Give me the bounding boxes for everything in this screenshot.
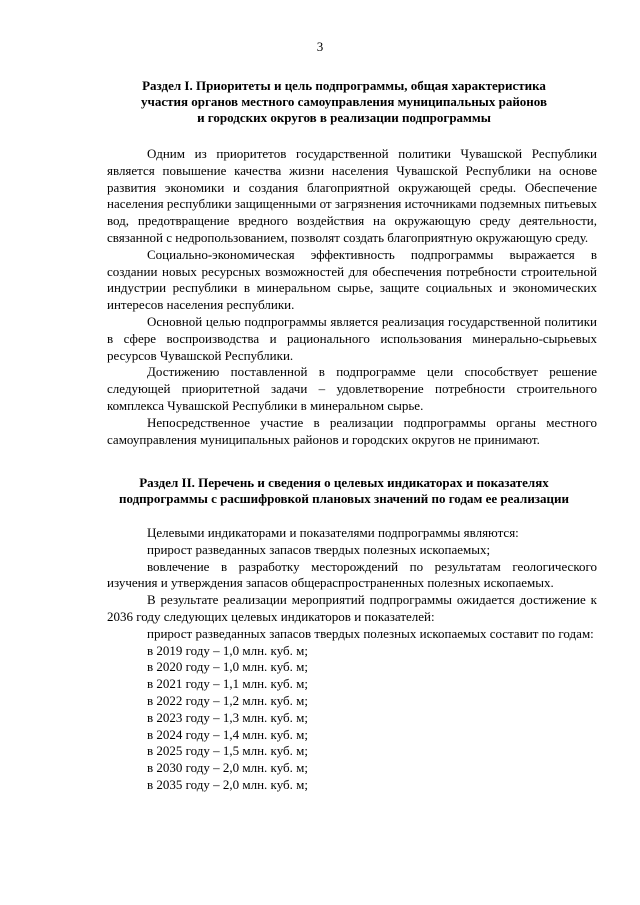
- section-2-body: [107, 525, 597, 794]
- year-value-line: в 2021 году – 1,1 млн. куб. м;: [147, 676, 308, 692]
- section-1-paragraph: Основной целью подпрограммы является реализация государственной политики в сфере воспроизводства и рационального использования минерально-сырьевых ресурсов Чувашской Республики.: [107, 313, 597, 363]
- year-value-line: в 2022 году – 1,2 млн. куб. м;: [147, 692, 308, 708]
- section-2-heading-line: Раздел II. Перечень и сведения о целевых индикаторах и показателях: [139, 475, 549, 490]
- section-2-paragraph: вовлечение в разработку месторождений по результатам геологического изучения и утверждения запасов общераспространенных полезных ископаемых.: [107, 558, 597, 591]
- section-2-paragraph: В результате реализации мероприятий подпрограммы ожидается достижение к 2036 году следующих целевых индикаторов и показателей:: [107, 592, 597, 624]
- year-value-line: в 2024 году – 1,4 млн. куб. м;: [147, 726, 308, 742]
- year-value-line: в 2019 году – 1,0 млн. куб. м;: [147, 642, 308, 658]
- section-1-heading-line: Раздел I. Приоритеты и цель подпрограммы, общая характеристика: [142, 78, 546, 93]
- section-1-paragraph: Одним из приоритетов государственной политики Чувашской Республики является повышение качества жизни населения Чувашской Республики на основе развития экономики и создания благоприятной окружающей среды. Обеспечение населения республики защищенными от загрязнения источниками подземных питьевых вод, предотвращение вредного воздействия на окружающую среду деятельности, связанной с недропользованием, позволят создать благоприятную окружающую среду.: [107, 146, 597, 245]
- section-2-heading: [100, 475, 588, 507]
- section-1-heading-line: участия органов местного самоуправления муниципальных районов: [141, 94, 547, 109]
- section-2-paragraph: прирост разведанных запасов твердых полезных ископаемых;: [147, 541, 491, 557]
- section-1-paragraph: Социально-экономическая эффективность подпрограммы выражается в создании новых ресурсных возможностей для обеспечения потребности строительной индустрии республики в минеральном сырье, защите социальных и экономических интересов населения республики.: [107, 246, 597, 313]
- page-number: 3: [316, 39, 324, 54]
- section-2-heading-line: подпрограммы с расшифровкой плановых значений по годам ее реализации: [118, 491, 570, 506]
- section-1-body: [107, 146, 597, 448]
- year-value-line: в 2035 году – 2,0 млн. куб. м;: [147, 776, 308, 792]
- section-2-paragraph: прирост разведанных запасов твердых полезных ископаемых составит по годам:: [147, 625, 594, 641]
- year-value-line: в 2025 году – 1,5 млн. куб. м;: [147, 743, 308, 759]
- section-1-heading-line: и городских округов в реализации подпрограммы: [197, 110, 491, 125]
- section-2-paragraph: Целевыми индикаторами и показателями подпрограммы являются:: [147, 525, 519, 540]
- section-1-paragraph: Непосредственное участие в реализации подпрограммы органы местного самоуправления муниципальных районов и городских округов не принимают.: [107, 414, 597, 447]
- year-value-line: в 2023 году – 1,3 млн. куб. м;: [147, 709, 308, 725]
- year-value-line: в 2030 году – 2,0 млн. куб. м;: [147, 760, 308, 776]
- section-1-heading: [100, 78, 588, 126]
- section-1-paragraph: Достижению поставленной в подпрограмме цели способствует решение следующей приоритетной задачи – удовлетворение потребности строительного комплекса Чувашской Республики в минеральном сырье.: [107, 364, 597, 413]
- year-value-line: в 2020 году – 1,0 млн. куб. м;: [147, 659, 308, 675]
